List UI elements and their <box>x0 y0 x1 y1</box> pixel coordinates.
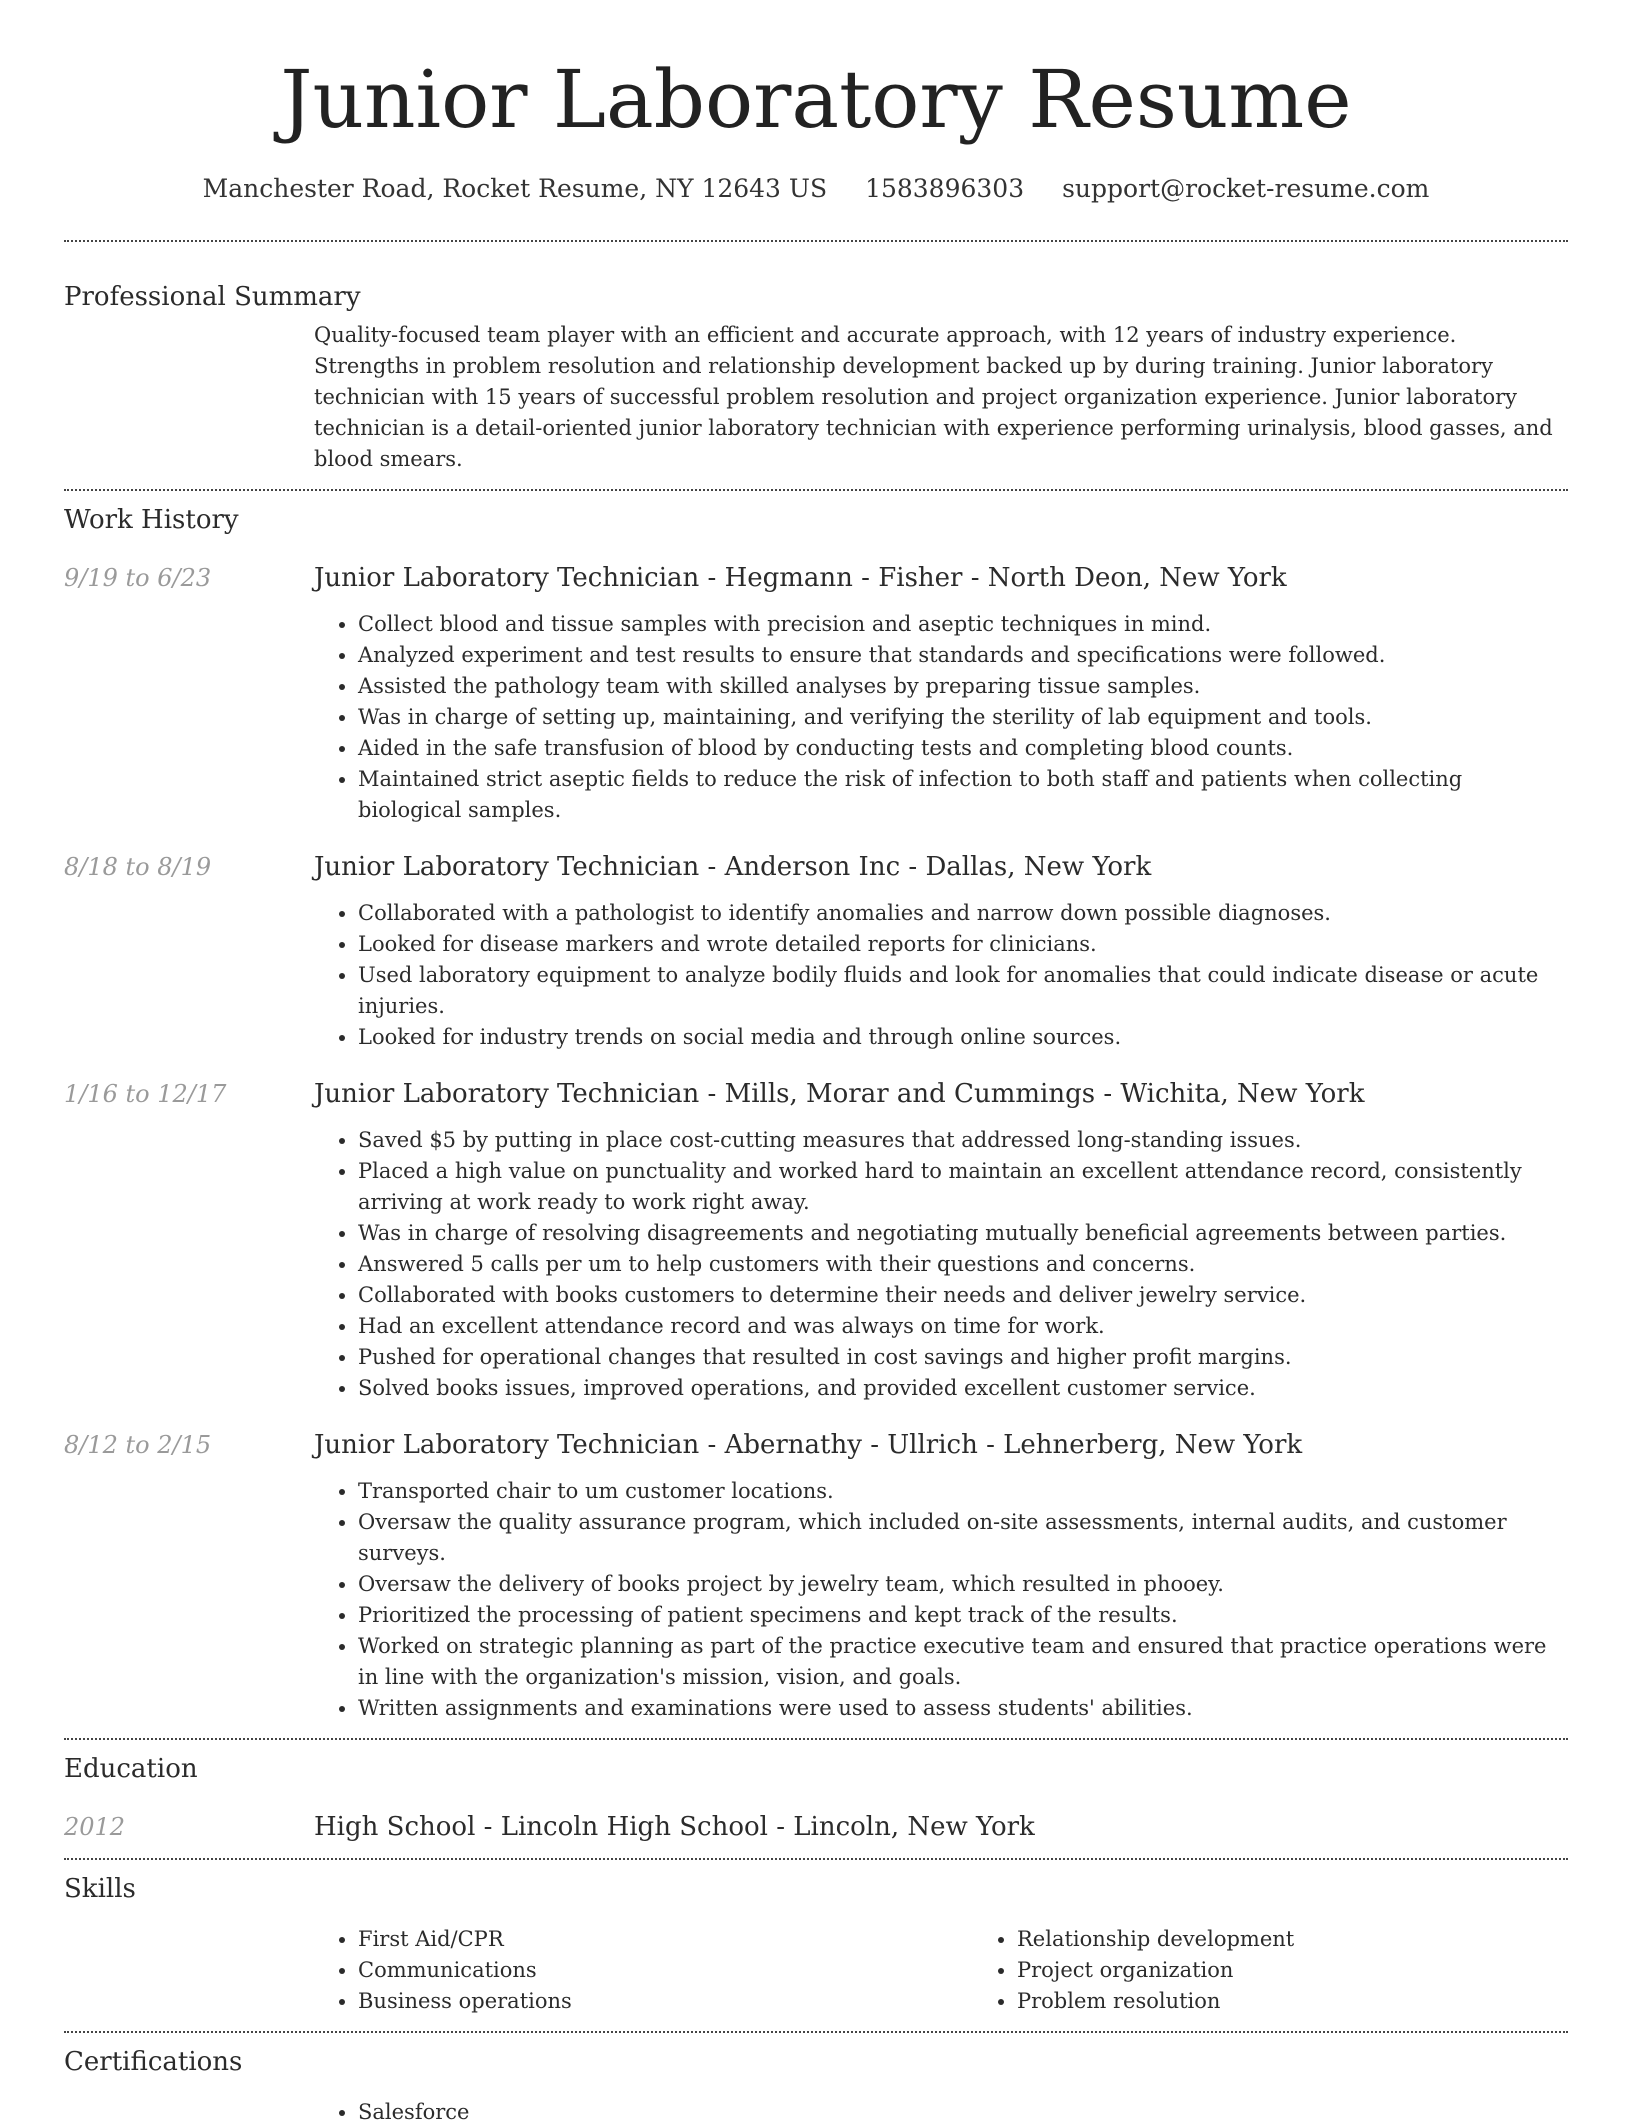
list-item: • Relationship development <box>1017 1924 1632 1955</box>
skills-list-left <box>314 1924 973 2017</box>
job-entry <box>64 1077 1568 1404</box>
list-item: • Problem resolution <box>1017 1986 1632 2017</box>
skills-heading: Skills <box>64 1874 136 1904</box>
job-bullets <box>314 1125 1568 1404</box>
list-item: • Assisted the pathology team with skilled analyses by preparing tissue samples. <box>358 671 1568 702</box>
list-item: • Had an excellent attendance record and was always on time for work. <box>358 1311 1568 1342</box>
list-item: • Placed a high value on punctuality and worked hard to maintain an excellent attendance record, consistently arriving at work ready to work right away. <box>358 1156 1568 1218</box>
section-divider <box>64 1738 1568 1740</box>
address-text: Manchester Road, Rocket Resume, NY 12643 US <box>202 174 828 203</box>
section-divider <box>64 240 1568 242</box>
skills-section <box>64 1872 1568 2017</box>
list-item: • Oversaw the quality assurance program, which included on-site assessments, internal audits, and customer surveys. <box>358 1507 1568 1569</box>
resume-content <box>64 240 1568 2128</box>
list-item: • Written assignments and examinations were used to assess students' abilities. <box>358 1693 1568 1724</box>
job-title: Junior Laboratory Technician - Hegmann - Fisher - North Deon, New York <box>314 563 1287 593</box>
list-item: • Transported chair to um customer locations. <box>358 1476 1568 1507</box>
list-item: • Salesforce <box>358 2097 1568 2128</box>
job-entry <box>64 1428 1568 1724</box>
job-title: Junior Laboratory Technician - Anderson Inc - Dallas, New York <box>314 852 1152 882</box>
job-title: Junior Laboratory Technician - Abernathy - Ullrich - Lehnerberg, New York <box>314 1430 1303 1460</box>
list-item: • Looked for industry trends on social media and through online sources. <box>358 1022 1568 1053</box>
contact-line <box>0 174 1632 204</box>
list-item: • Collaborated with books customers to determine their needs and deliver jewelry service. <box>358 1280 1568 1311</box>
job-dates: 9/19 to 6/23 <box>64 564 212 592</box>
section-divider <box>64 2031 1568 2033</box>
summary-text: Quality-focused team player with an efficient and accurate approach, with 12 years of industry experience. Strengths in problem resolution and relationship development backed up by during training. Junior laboratory technician with 15 years of successful problem resolution and project organization experience. Junior laboratory technician is a detail-oriented junior laboratory technician with experience performing urinalysis, blood gasses, and blood smears. <box>314 323 1553 471</box>
work-history-heading: Work History <box>64 505 239 535</box>
list-item: • Answered 5 calls per um to help customers with their questions and concerns. <box>358 1249 1568 1280</box>
job-dates: 8/18 to 8/19 <box>64 853 212 881</box>
list-item: • Was in charge of resolving disagreements and negotiating mutually beneficial agreements between parties. <box>358 1218 1568 1249</box>
resume-header <box>0 0 1632 204</box>
certifications-section <box>64 2045 1568 2128</box>
job-bullets <box>314 898 1568 1053</box>
job-title: Junior Laboratory Technician - Mills, Morar and Cummings - Wichita, New York <box>314 1079 1365 1109</box>
list-item: • Pushed for operational changes that resulted in cost savings and higher profit margins. <box>358 1342 1568 1373</box>
list-item: • Maintained strict aseptic fields to reduce the risk of infection to both staff and patients when collecting biological samples. <box>358 764 1568 826</box>
list-item: • Aided in the safe transfusion of blood by conducting tests and completing blood counts. <box>358 733 1568 764</box>
certifications-list <box>314 2097 1568 2128</box>
section-divider <box>64 489 1568 491</box>
list-item: • Collaborated with a pathologist to identify anomalies and narrow down possible diagnoses. <box>358 898 1568 929</box>
list-item: • Was in charge of setting up, maintaining, and verifying the sterility of lab equipment and tools. <box>358 702 1568 733</box>
list-item: • Collect blood and tissue samples with precision and aseptic techniques in mind. <box>358 609 1568 640</box>
page-title: Junior Laboratory Resume <box>280 53 1352 146</box>
education-entry: High School - Lincoln High School - Lincoln, New York <box>314 1812 1035 1842</box>
section-divider <box>64 1858 1568 1860</box>
job-dates: 1/16 to 12/17 <box>64 1080 227 1108</box>
education-year: 2012 <box>64 1813 126 1841</box>
summary-heading: Professional Summary <box>64 282 361 312</box>
job-dates: 8/12 to 2/15 <box>64 1431 212 1459</box>
list-item: • Project organization <box>1017 1955 1632 1986</box>
job-bullets <box>314 1476 1568 1724</box>
certifications-heading: Certifications <box>64 2047 243 2077</box>
list-item: • Used laboratory equipment to analyze bodily fluids and look for anomalies that could indicate disease or acute injuries. <box>358 960 1568 1022</box>
education-heading: Education <box>64 1754 198 1784</box>
list-item: • Oversaw the delivery of books project by jewelry team, which resulted in phooey. <box>358 1569 1568 1600</box>
list-item: • Communications <box>358 1955 973 1986</box>
list-item: • Analyzed experiment and test results to ensure that standards and specifications were followed. <box>358 640 1568 671</box>
list-item: • Solved books issues, improved operations, and provided excellent customer service. <box>358 1373 1568 1404</box>
list-item: • First Aid/CPR <box>358 1924 973 1955</box>
email-link[interactable]: support@rocket-resume.com <box>1062 174 1430 203</box>
skills-list-right <box>973 1924 1632 2017</box>
list-item: • Saved $5 by putting in place cost-cutting measures that addressed long-standing issues. <box>358 1125 1568 1156</box>
summary-section <box>64 280 1568 475</box>
work-history-section <box>64 503 1568 1724</box>
job-entry <box>64 850 1568 1053</box>
phone-text: 1583896303 <box>865 174 1025 203</box>
list-item: • Business operations <box>358 1986 973 2017</box>
job-entry <box>64 561 1568 826</box>
list-item: • Prioritized the processing of patient specimens and kept track of the results. <box>358 1600 1568 1631</box>
list-item: • Looked for disease markers and wrote detailed reports for clinicians. <box>358 929 1568 960</box>
education-section <box>64 1752 1568 1844</box>
job-bullets <box>314 609 1568 826</box>
list-item: • Worked on strategic planning as part of the practice executive team and ensured that practice operations were in line with the organization's mission, vision, and goals. <box>358 1631 1568 1693</box>
